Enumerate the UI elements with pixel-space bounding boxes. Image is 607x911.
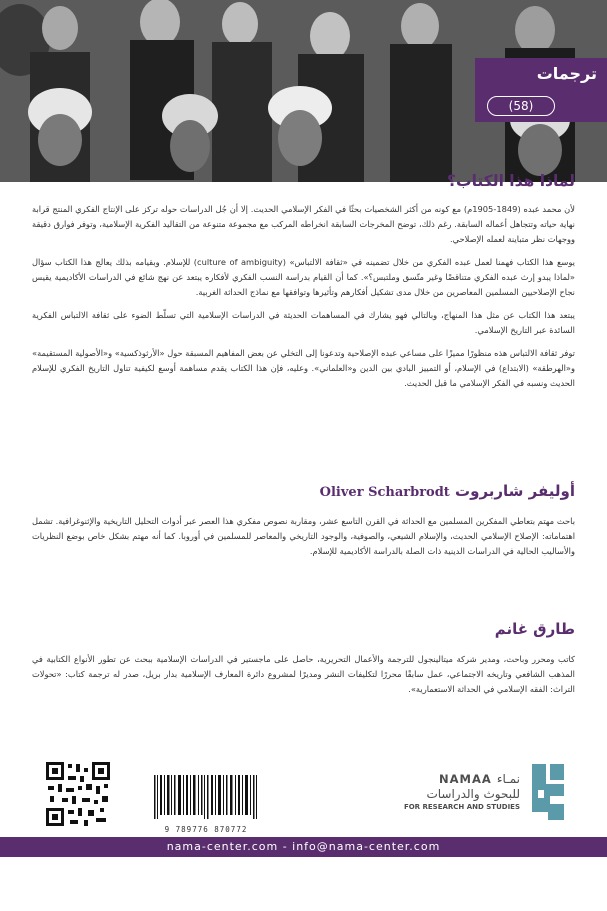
publisher-name-latin: NAMAA xyxy=(439,772,492,786)
series-banner xyxy=(475,58,607,122)
author-heading xyxy=(32,482,575,500)
translator-bio: كاتب ومحرر وباحث، ومدير شركة ميتالينجول للترجمة والأعمال التحريرية، حاصل على ماجستير في الدراسات الإسلامية ببحث عن تطور الأنواع الكتابية في المذهب الشافعي وتاريخه الاجتماعي، عمل سابقًا محررًا لتكليفات النشر ومديرًا لمشروع دائرة المعارف الإسلامية بدار بريل، صدر له ترجمة كتاب: «تحولات التراث: الفقه الإسلامي في الحداثة الاستعمارية». xyxy=(32,654,575,694)
why-section xyxy=(32,202,575,399)
why-paragraph-4: توفر ثقافة الالتباس هذه منظورًا مميزًا على مساعي عبده الإصلاحية وتدعونا إلى التخلي عن بعض المفاهيم المسبقة حول «الأرثوذكسية» و«الأصولية المستقيمة» و«الهرطقة» (الابتداع) في الإسلام، أو التمييز البادي بين الدين و«العلماني». وعليه، فإن هذا الكتاب يقدم مساهمة أوسع لكيفية تناول التاريخ الفكري للإسلام الحديث ونسبه في الفكر الإسلامي ما قبل الحديث. xyxy=(32,348,575,388)
translator-bio-section xyxy=(32,652,575,705)
barcode xyxy=(150,775,262,834)
series-label: ترجمات xyxy=(536,64,597,83)
publisher-logo xyxy=(376,760,572,824)
series-number: (58) xyxy=(487,96,555,116)
publisher-tagline-latin: FOR RESEARCH AND STUDIES xyxy=(403,803,520,811)
author-bio: باحث مهتم بتعاطي المفكرين المسلمين مع الحداثة في القرن التاسع عشر، ومقاربة نصوص مفكري هذا العصر عبر أدوات التحليل التاريخية والإثنوغرافية. تشمل اهتماماته: الإصلاح الإسلامي الحديث، والإسلام الشيعي، والصوفية، والوجود التاريخي والمعاصر للمسلمين في أوروبا. كما أنه مهتم بشكل خاص بوضع النظريات والأساليب الحالية في الدراسات الدينية ذات الصلة بالدراسة الأكاديمية للإسلام. xyxy=(32,516,575,556)
publisher-tagline-arabic: للبحوث والدراسات xyxy=(426,787,520,801)
why-paragraph-1: لأن محمد عبده (1849-1905م) مع كونه من أكثر الشخصيات بحثًا في الفكر الإسلامي الحديث. إلا أن جُل الدراسات حوله تركز على الإنتاج الفكري المنتج قرابة نهاية حياته وتتجاهل أعماله السابقة. رغم ذلك، توضح المخرجات السابقة انخراطه المركب مع مجموعة متنوعة من التقاليد الفكرية الإسلامية، وتوفر فوارق دقيقة ووجهات نظر متباينة لعمله الإصلاحي. xyxy=(32,204,575,244)
qr-code-icon xyxy=(44,760,112,828)
author-bio-section xyxy=(32,514,575,567)
barcode-icon xyxy=(150,775,262,819)
why-paragraph-3: يبتعد هذا الكتاب عن مثل هذا المنهاج، وبالتالي فهو يشارك في المساهمات الحديثة في الدراسات الإسلامية التي تسلّط الضوء على ثقافة الالتباس الفكرية السائدة عبر التاريخ الإسلامي. xyxy=(32,310,575,335)
why-paragraph-2: يوسع هذا الكتاب فهمنا لعمل عبده الفكري من خلال تضمينه في «ثقافة الالتباس» (culture of ambiguity) للإسلام. وبقيامه بذلك يعالج هذا الكتاب سؤال «لماذا يبدو إرث عبده الفكري متناقضًا وغير متّسق وملتبس؟». كما أن القيام بدراسة النسب الفكري لأفكاره يبتعد عن نهج شائع في الدراسات الأكاديمية يقيس نجاح الإصلاحيين المسلمين المعاصرين من خلال مدى تشكيل أفكارهم وتأثيرها وتوافقها مع نماذج الحداثة الغربية. xyxy=(32,257,575,297)
footer-contact: nama-center.com - info@nama-center.com xyxy=(0,837,607,857)
qr-code xyxy=(44,760,112,832)
publisher-name-arabic: نمـاء xyxy=(496,772,520,786)
publisher-text xyxy=(404,768,520,811)
author-name-en: Oliver Scharbrodt xyxy=(319,485,450,500)
translator-heading xyxy=(32,620,575,638)
namaa-logo-icon xyxy=(524,760,572,828)
section-title: لماذا هذا الكتاب؟ xyxy=(447,172,575,190)
barcode-number: 9 789776 870772 xyxy=(164,825,248,834)
author-name-ar: أوليفر شاربروت xyxy=(455,482,575,500)
translator-name-ar: طارق غانم xyxy=(494,620,575,638)
